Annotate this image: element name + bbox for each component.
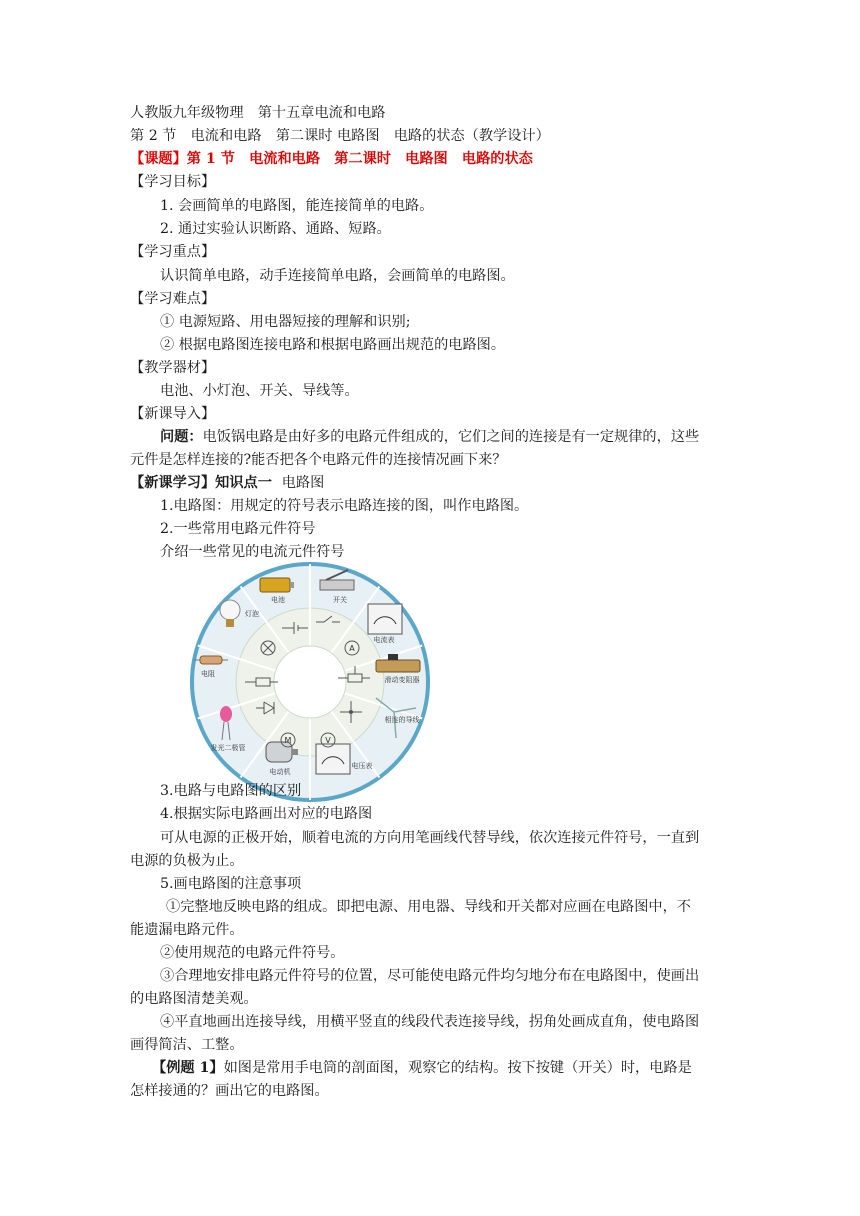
label-led: 发光二极管 [210, 744, 246, 752]
battery-picture [260, 578, 294, 592]
circuit-symbol-wheel [190, 562, 430, 802]
intro-question [160, 427, 699, 447]
section-item-5: 5.画电路图的注意事项 [160, 876, 302, 892]
label-voltmeter: 电压表 [351, 762, 373, 770]
example-1-cont: 怎样接通的？画出它的电路图。 [130, 1083, 329, 1099]
motor-symbol: M [284, 736, 292, 745]
key-points-text: 认识简单电路，动手连接简单电路，会画简单的电路图。 [160, 268, 515, 284]
label-switch: 开关 [333, 596, 347, 604]
paragraph-line: 可从电源的正极开始，顺着电流的方向用笔画线代替导线，依次连接元件符号，一直到 [160, 830, 700, 846]
note-1: ①完整地反映电路的组成。即把电源、用电器、导线和开关都对应画在电路图中，不 [166, 899, 691, 915]
label-wires: 相连的导线 [384, 716, 420, 724]
section-item-3: 3.电路与电路图的区别 [160, 783, 302, 799]
note-4-cont: 画得简洁、工整。 [130, 1037, 244, 1053]
lesson-item: 1.电路图：用规定的符号表示电路连接的图，叫作电路图。 [160, 498, 529, 514]
header-line-1: 人教版九年级物理 第十五章电流和电路 [130, 105, 386, 121]
equipment-heading: 【教学器材】 [130, 360, 216, 376]
intro-question-text: 电饭锅电路是由好多的电路元件组成的，它们之间的连接是有一定规律的，这些 [202, 429, 700, 445]
note-4: ④平直地画出连接导线，用横平竖直的线段代表连接导线，拐角处画成直角，使电路图 [160, 1014, 700, 1030]
label-bulb: 灯泡 [245, 610, 259, 618]
label-ammeter: 电流表 [373, 636, 395, 644]
section-item-4: 4.根据实际电路画出对应的电路图 [160, 806, 373, 822]
intro-question-label: 问题： [160, 429, 203, 445]
knowledge-point-label: 知识点一 [215, 475, 272, 491]
lesson-item: 2.一些常用电路元件符号 [160, 521, 316, 537]
difficulties-heading: 【学习难点】 [130, 291, 216, 307]
note-1-cont: 能遗漏电路元件。 [130, 922, 244, 938]
note-2: ②使用规范的电路元件符号。 [160, 945, 345, 961]
lesson-item: 介绍一些常见的电流元件符号 [160, 544, 345, 560]
note-3: ③合理地安排电路元件符号的位置，尽可能使电路元件均匀地分布在电路图中，使画出 [160, 968, 700, 984]
difficulty-item: ② 根据电路图连接电路和根据电路画出规范的电路图。 [160, 337, 506, 353]
ammeter-picture [368, 604, 402, 634]
label-motor: 电动机 [269, 768, 291, 776]
key-points-heading: 【学习重点】 [130, 244, 216, 260]
objectives-heading: 【学习目标】 [130, 174, 216, 190]
ammeter-symbol: A [349, 644, 355, 653]
example-1-text: 如图是常用手电筒的剖面图，观察它的结构。按下按键（开关）时，电路是 [223, 1060, 692, 1076]
label-rheostat: 滑动变阻器 [384, 676, 420, 684]
objective-item: 1. 会画简单的电路图，能连接简单的电路。 [160, 198, 434, 214]
example-1 [152, 1058, 692, 1078]
label-battery: 电池 [271, 596, 285, 604]
note-3-cont: 的电路图清楚美观。 [130, 991, 258, 1007]
new-lesson-label: 【新课学习】 [130, 475, 216, 491]
new-lesson-heading [130, 473, 324, 493]
example-1-label: 【例题 1】 [152, 1060, 224, 1076]
symbol-dots [349, 710, 353, 714]
intro-question-cont: 元件是怎样连接的?能否把各个电路元件的连接情况画下来？ [130, 452, 507, 468]
equipment-text: 电池、小灯泡、开关、导线等。 [160, 383, 359, 399]
voltmeter-picture [316, 744, 350, 774]
intro-heading: 【新课导入】 [130, 406, 216, 422]
difficulty-item: ① 电源短路、用电器短接的理解和识别; [160, 314, 411, 330]
knowledge-point-topic: 电路图 [281, 475, 325, 491]
paragraph-line: 电源的负极为止。 [130, 853, 244, 869]
lesson-title: 【课题】第 1 节 电流和电路 第二课时 电路图 电路的状态 [130, 151, 533, 167]
header-line-2: 第 2 节 电流和电路 第二课时 电路图 电路的状态（教学设计） [130, 128, 550, 144]
voltmeter-symbol: V [325, 736, 331, 745]
label-resistor: 电阻 [201, 670, 215, 678]
objective-item: 2. 通过实验认识断路、通路、短路。 [160, 221, 391, 237]
wheel-center [274, 646, 346, 718]
